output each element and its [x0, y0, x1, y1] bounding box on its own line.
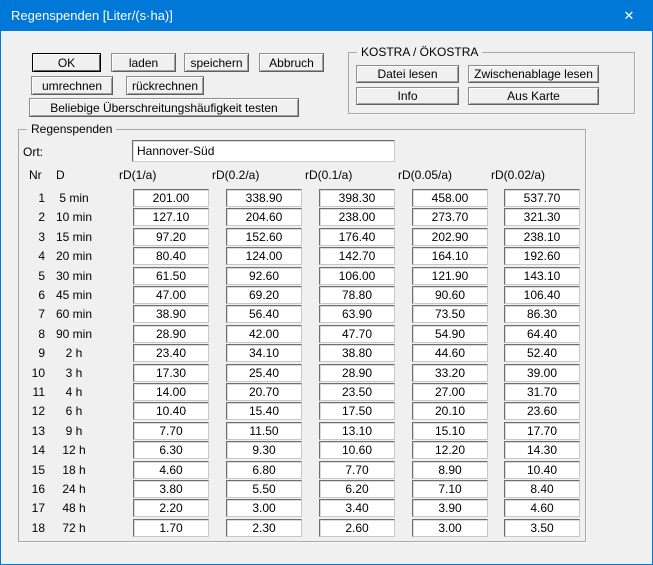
rd-005a-input[interactable] [412, 364, 488, 382]
rd-005a-input[interactable] [412, 267, 488, 285]
rd-002a-input[interactable] [504, 228, 580, 246]
duration-label: 45 min [55, 288, 93, 302]
column-header-d: D [56, 168, 65, 182]
column-header-rd-01a: rD(0.1/a) [305, 168, 353, 182]
rd-002a-input[interactable] [504, 461, 580, 479]
duration-label: 60 min [55, 307, 93, 321]
rd-1a-input[interactable] [133, 305, 209, 323]
row-number: 7 [38, 307, 45, 321]
rd-02a-input[interactable] [226, 305, 302, 323]
rd-005a-input[interactable] [412, 402, 488, 420]
rd-005a-input[interactable] [412, 441, 488, 459]
ok-button[interactable]: OK [32, 53, 101, 72]
duration-label: 9 h [65, 424, 83, 438]
rd-1a-input[interactable] [133, 461, 209, 479]
rd-01a-input[interactable] [319, 247, 395, 265]
column-header-rd-005a: rD(0.05/a) [398, 168, 453, 182]
close-button[interactable] [606, 1, 652, 31]
table-row [1, 189, 652, 208]
row-number: 15 [31, 463, 45, 477]
duration-label: 5 min [59, 191, 89, 205]
rd-01a-input[interactable] [319, 344, 395, 362]
rd-1a-input[interactable] [133, 286, 209, 304]
rd-002a-input[interactable] [504, 247, 580, 265]
rd-1a-input[interactable] [133, 499, 209, 517]
row-number: 3 [38, 230, 45, 244]
rd-002a-input[interactable] [504, 305, 580, 323]
rd-01a-input[interactable] [319, 402, 395, 420]
duration-label: 24 h [62, 482, 86, 496]
rd-002a-input[interactable] [504, 480, 580, 498]
table-row [1, 325, 652, 344]
column-header-nr: Nr [29, 168, 42, 182]
rd-02a-input[interactable] [226, 286, 302, 304]
rd-002a-input[interactable] [504, 422, 580, 440]
row-number: 2 [38, 210, 45, 224]
duration-label: 4 h [65, 385, 83, 399]
rd-02a-input[interactable] [226, 344, 302, 362]
rd-005a-input[interactable] [412, 286, 488, 304]
rd-005a-input[interactable] [412, 499, 488, 517]
row-number: 10 [31, 366, 45, 380]
rd-005a-input[interactable] [412, 189, 488, 207]
info-button[interactable]: Info [356, 87, 459, 105]
row-number: 11 [32, 385, 45, 399]
rd-002a-input[interactable] [504, 267, 580, 285]
rd-1a-input[interactable] [133, 364, 209, 382]
rd-02a-input[interactable] [226, 480, 302, 498]
duration-label: 6 h [65, 404, 83, 418]
duration-label: 3 h [65, 366, 83, 380]
table-row [1, 364, 652, 383]
duration-label: 20 min [55, 249, 93, 263]
rd-01a-input[interactable] [319, 422, 395, 440]
rd-02a-input[interactable] [226, 422, 302, 440]
rd-01a-input[interactable] [319, 519, 395, 537]
rd-002a-input[interactable] [504, 364, 580, 382]
rd-01a-input[interactable] [319, 383, 395, 401]
rd-02a-input[interactable] [226, 247, 302, 265]
duration-label: 10 min [55, 210, 93, 224]
rd-002a-input[interactable] [504, 189, 580, 207]
title-bar [1, 1, 652, 31]
rd-01a-input[interactable] [319, 208, 395, 226]
rd-1a-input[interactable] [133, 189, 209, 207]
row-number: 17 [31, 501, 45, 515]
rd-02a-input[interactable] [226, 402, 302, 420]
rd-1a-input[interactable] [133, 383, 209, 401]
speichern-button[interactable]: speichern [184, 53, 249, 72]
rd-005a-input[interactable] [412, 208, 488, 226]
regenspenden-group-label: Regenspenden [27, 122, 116, 136]
column-header-rd-002a: rD(0.02/a) [491, 168, 546, 182]
duration-label: 18 h [62, 463, 86, 477]
rd-1a-input[interactable] [133, 208, 209, 226]
row-number: 18 [31, 521, 45, 535]
rd-002a-input[interactable] [504, 208, 580, 226]
table-row [1, 267, 652, 286]
rd-01a-input[interactable] [319, 325, 395, 343]
table-row [1, 247, 652, 266]
table-row [1, 305, 652, 324]
row-number: 8 [38, 327, 45, 341]
rd-002a-input[interactable] [504, 344, 580, 362]
rd-01a-input[interactable] [319, 305, 395, 323]
table-row [1, 383, 652, 402]
rd-1a-input[interactable] [133, 325, 209, 343]
abbruch-button[interactable]: Abbruch [259, 53, 324, 72]
rd-02a-input[interactable] [226, 441, 302, 459]
rd-02a-input[interactable] [226, 383, 302, 401]
column-header-rd-02a: rD(0.2/a) [212, 168, 260, 182]
rd-1a-input[interactable] [133, 480, 209, 498]
row-number: 4 [38, 249, 45, 263]
rd-005a-input[interactable] [412, 228, 488, 246]
zwischenablage-lesen-button[interactable]: Zwischenablage lesen [468, 65, 599, 83]
rd-02a-input[interactable] [226, 189, 302, 207]
table-row [1, 402, 652, 421]
rd-005a-input[interactable] [412, 461, 488, 479]
row-number: 13 [31, 424, 45, 438]
rd-01a-input[interactable] [319, 461, 395, 479]
rd-005a-input[interactable] [412, 480, 488, 498]
rd-002a-input[interactable] [504, 402, 580, 420]
rd-1a-input[interactable] [133, 344, 209, 362]
ueberschreitungshaeufigkeit-testen-button[interactable]: Beliebige Überschreitungshäufigkeit testen [29, 98, 299, 117]
rd-01a-input[interactable] [319, 364, 395, 382]
rd-01a-input[interactable] [319, 480, 395, 498]
rd-01a-input[interactable] [319, 441, 395, 459]
rd-005a-input[interactable] [412, 325, 488, 343]
row-number: 6 [38, 288, 45, 302]
rd-002a-input[interactable] [504, 325, 580, 343]
rd-005a-input[interactable] [412, 519, 488, 537]
rd-005a-input[interactable] [412, 247, 488, 265]
rd-002a-input[interactable] [504, 286, 580, 304]
duration-label: 12 h [62, 443, 86, 457]
table-row [1, 286, 652, 305]
rd-02a-input[interactable] [226, 364, 302, 382]
rd-02a-input[interactable] [226, 325, 302, 343]
rd-01a-input[interactable] [319, 267, 395, 285]
datei-lesen-button[interactable]: Datei lesen [356, 65, 459, 83]
duration-label: 72 h [62, 521, 86, 535]
table-row [1, 344, 652, 363]
table-row [1, 461, 652, 480]
row-number: 16 [31, 482, 45, 496]
column-header-rd-1a: rD(1/a) [119, 168, 157, 182]
rd-1a-input[interactable] [133, 267, 209, 285]
table-row [1, 480, 652, 499]
rd-002a-input[interactable] [504, 441, 580, 459]
aus-karte-button[interactable]: Aus Karte [468, 87, 599, 105]
rd-1a-input[interactable] [133, 402, 209, 420]
umrechnen-button[interactable]: umrechnen [31, 76, 113, 95]
table-row [1, 441, 652, 460]
row-number: 1 [38, 191, 45, 205]
laden-button[interactable]: laden [111, 53, 176, 72]
duration-label: 15 min [55, 230, 93, 244]
rd-1a-input[interactable] [133, 519, 209, 537]
row-number: 14 [31, 443, 45, 457]
rd-002a-input[interactable] [504, 519, 580, 537]
rueckrechnen-button[interactable]: rückrechnen [126, 76, 204, 95]
duration-label: 2 h [65, 346, 83, 360]
rd-01a-input[interactable] [319, 189, 395, 207]
rd-005a-input[interactable] [412, 422, 488, 440]
table-row [1, 519, 652, 538]
rd-005a-input[interactable] [412, 305, 488, 323]
rd-005a-input[interactable] [412, 383, 488, 401]
rd-01a-input[interactable] [319, 499, 395, 517]
window-title: Regenspenden [Liter/(s·ha)] [11, 8, 173, 23]
row-number: 5 [38, 269, 45, 283]
row-number: 9 [38, 346, 45, 360]
rd-01a-input[interactable] [319, 286, 395, 304]
close-icon: ✕ [623, 8, 635, 23]
table-row [1, 208, 652, 227]
rd-01a-input[interactable] [319, 228, 395, 246]
table-row [1, 499, 652, 518]
rd-02a-input[interactable] [226, 228, 302, 246]
rd-02a-input[interactable] [226, 208, 302, 226]
table-row [1, 228, 652, 247]
rd-002a-input[interactable] [504, 499, 580, 517]
table-row [1, 422, 652, 441]
rd-005a-input[interactable] [412, 344, 488, 362]
rd-1a-input[interactable] [133, 247, 209, 265]
rd-02a-input[interactable] [226, 461, 302, 479]
duration-label: 30 min [55, 269, 93, 283]
duration-label: 90 min [55, 327, 93, 341]
rd-02a-input[interactable] [226, 519, 302, 537]
row-number: 12 [31, 404, 45, 418]
ort-input[interactable] [132, 140, 395, 162]
rd-1a-input[interactable] [133, 441, 209, 459]
rd-02a-input[interactable] [226, 499, 302, 517]
rd-1a-input[interactable] [133, 228, 209, 246]
kostra-group-label: KOSTRA / ÖKOSTRA [357, 45, 482, 59]
rd-002a-input[interactable] [504, 383, 580, 401]
ort-label: Ort: [23, 145, 43, 159]
duration-label: 48 h [62, 501, 86, 515]
rd-02a-input[interactable] [226, 267, 302, 285]
rd-1a-input[interactable] [133, 422, 209, 440]
